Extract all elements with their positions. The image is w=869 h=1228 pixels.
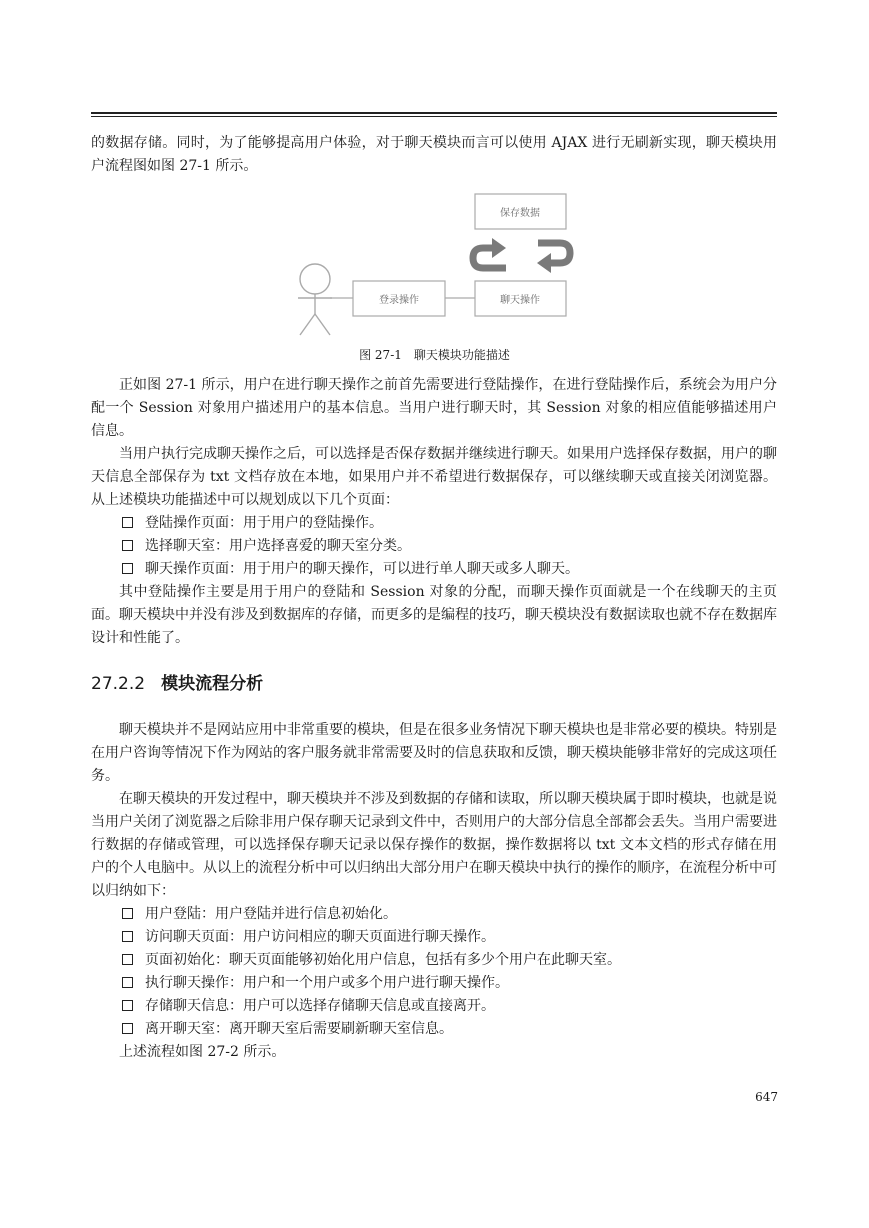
paragraph-a1: 正如图 27-1 所示，用户在进行聊天操作之前首先需要进行登陆操作，在进行登陆操作后，系统会为用户分配一个 Session 对象用户描述用户的基本信息。当用户进行聊天时，其 Session 对象的相应值能够描述用户信息。 [91, 377, 777, 439]
checkbox-bullet-icon [122, 1023, 133, 1034]
paragraph-c1: 聊天模块并不是网站应用中非常重要的模块，但是在很多业务情况下聊天模块也是非常必要的模块。特别是在用户咨询等情况下作为网站的客户服务就非常需要及时的信息获取和反馈，聊天模块能够非常好的完成这项任务。 [91, 722, 777, 784]
paragraph-b: 其中登陆操作主要是用于用户的登陆和 Session 对象的分配，而聊天操作页面就是一个在线聊天的主页面。聊天模块中并没有涉及到数据库的存储，而更多的是编程的技巧，聊天模块没有数据读取也就不存在数据库设计和性能了。 [91, 584, 777, 646]
checkbox-bullet-icon [122, 1000, 133, 1011]
section-title: 模块流程分析 [161, 674, 264, 694]
arrow-head-left [492, 238, 506, 258]
checkbox-bullet-icon [122, 908, 133, 919]
list-item: 访问聊天页面：用户访问相应的聊天页面进行聊天操作。 [122, 926, 772, 949]
list-item: 页面初始化：聊天页面能够初始化用户信息，包括有多少个用户在此聊天室。 [122, 949, 772, 972]
chat-box-label: 聊天操作 [500, 295, 540, 306]
checkbox-bullet-icon [122, 540, 133, 551]
list-item: 选择聊天室：用户选择喜爱的聊天室分类。 [122, 535, 772, 558]
header-rule-thin [91, 116, 777, 117]
header-rule-thick [91, 112, 777, 114]
list-item: 执行聊天操作：用户和一个用户或多个用户进行聊天操作。 [122, 972, 772, 995]
flow-diagram [280, 186, 590, 346]
checkbox-bullet-icon [122, 517, 133, 528]
figure-caption: 图 27-1 聊天模块功能描述 [359, 348, 510, 362]
save-box-label: 保存数据 [500, 208, 540, 219]
checkbox-bullet-icon [122, 563, 133, 574]
checkbox-bullet-icon [122, 954, 133, 965]
intro-paragraph: 的数据存储。同时，为了能够提高用户体验，对于聊天模块而言可以使用 AJAX 进行无刷新实现，聊天模块用户流程图如图 27-1 所示。 [91, 135, 777, 174]
section-number: 27.2.2 [91, 674, 146, 694]
cycle-arrows-icon [473, 243, 570, 268]
paragraph-c2: 在聊天模块的开发过程中，聊天模块并不涉及到数据的存储和读取，所以聊天模块属于即时模块，也就是说当用户关闭了浏览器之后除非用户保存聊天记录到文件中，否则用户的大部分信息全部都会丢失。当用户需要进行数据的存储或管理，可以选择保存聊天记录以保存操作的数据，操作数据将以 txt 文本文档的形式存储在用户的个人电脑中。从以上的流程分析中可以归纳出大部分用户在聊天模块中执行的操作的顺序，在流程分析中可以归纳如下： [91, 791, 777, 899]
list-item: 离开聊天室：离开聊天室后需要刷新聊天室信息。 [122, 1018, 772, 1041]
paragraph-a2: 当用户执行完成聊天操作之后，可以选择是否保存数据并继续进行聊天。如果用户选择保存数据，用户的聊天信息全部保存为 txt 文档存放在本地，如果用户并不希望进行数据保存，可以继续聊天或直接关闭浏览器。从上述模块功能描述中可以规划成以下几个页面： [91, 446, 777, 508]
list-item: 存储聊天信息：用户可以选择存储聊天信息或直接离开。 [122, 995, 772, 1018]
arrow-head-right [537, 253, 551, 273]
list-item: 用户登陆：用户登陆并进行信息初始化。 [122, 903, 772, 926]
list-item: 登陆操作页面：用于用户的登陆操作。 [122, 512, 772, 535]
login-box-label: 登录操作 [379, 295, 419, 306]
closing-paragraph: 上述流程如图 27-2 所示。 [119, 1044, 286, 1060]
checkbox-bullet-icon [122, 931, 133, 942]
section-heading [91, 672, 263, 696]
figure-27-1 [280, 186, 590, 346]
checkbox-bullet-icon [122, 977, 133, 988]
page-number: 647 [755, 1090, 778, 1104]
user-actor-icon [298, 264, 332, 335]
list-item: 聊天操作页面：用于用户的聊天操作，可以进行单人聊天或多人聊天。 [122, 558, 772, 581]
